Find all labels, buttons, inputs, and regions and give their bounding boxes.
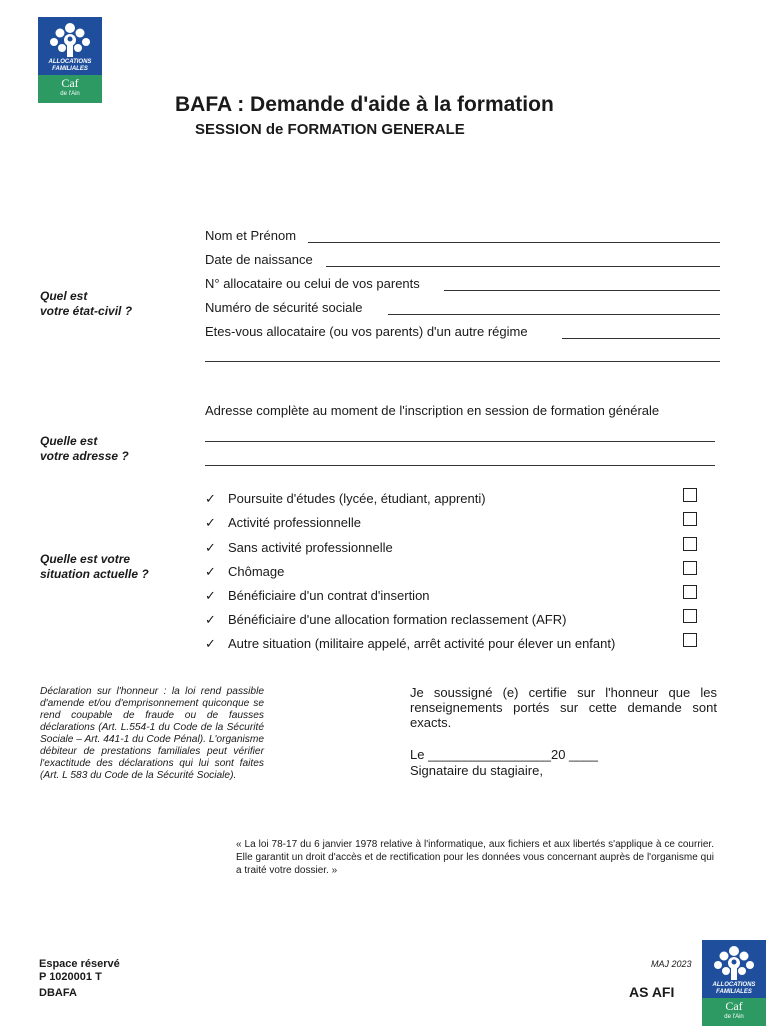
- adresse-question-line1: Quelle est: [40, 434, 98, 448]
- option-label: Sans activité professionnelle: [228, 540, 393, 555]
- adresse-field-line1[interactable]: [205, 441, 715, 442]
- maj-date: MAJ 2023: [651, 959, 692, 969]
- tree-icon: [38, 19, 102, 59]
- cnil-notice: « La loi 78-17 du 6 janvier 1978 relative à l'informatique, aux fichiers et aux libertés s'applique à ce courrier. Elle garantit un droit d'accès et de rectification pour les données vous concernant auprès de l'organisme qui a traité votre dossier. »: [236, 839, 714, 876]
- page-title: BAFA : Demande d'aide à la formation: [175, 93, 554, 116]
- situation-question-line2: situation actuelle ?: [40, 567, 149, 581]
- checkbox-chomage[interactable]: [683, 561, 697, 575]
- etat-civil-question: [40, 289, 132, 319]
- adresse-question: [40, 434, 129, 464]
- adresse-field-line2[interactable]: [205, 465, 715, 466]
- checkbox-autre-situation[interactable]: [683, 633, 697, 647]
- espace-reserve: [39, 958, 120, 984]
- espace-reserve-label: Espace réservé: [39, 958, 120, 970]
- logo-line2: FAMILIALES: [52, 66, 88, 72]
- signature-label: Signataire du stagiaire,: [410, 763, 543, 778]
- date-line: Le _________________20 ____: [410, 747, 598, 762]
- form-code: DBAFA: [39, 987, 77, 999]
- check-icon: ✓: [205, 515, 216, 530]
- option-sans-activite: [205, 540, 393, 556]
- option-afr: [205, 612, 566, 628]
- option-label: Bénéficiaire d'une allocation formation reclassement (AFR): [228, 612, 567, 627]
- check-icon: ✓: [205, 636, 216, 651]
- autre-regime-label: Etes-vous allocataire (ou vos parents) d'un autre régime: [205, 324, 528, 339]
- nom-prenom-label: Nom et Prénom: [205, 228, 297, 243]
- logo-line2: FAMILIALES: [716, 989, 752, 995]
- as-afi-label: AS AFI: [629, 984, 675, 1000]
- option-chomage: [205, 564, 284, 580]
- certification-text: Je soussigné (e) certifie sur l'honneur que les renseignements portés sur cette demande sont exacts.: [410, 685, 717, 730]
- option-label: Poursuite d'études (lycée, étudiant, apprenti): [228, 491, 486, 506]
- check-icon: ✓: [205, 564, 216, 579]
- option-label: Autre situation (militaire appelé, arrêt activité pour élever un enfant): [228, 636, 616, 651]
- option-autre-situation: [205, 636, 615, 652]
- option-label: Bénéficiaire d'un contrat d'insertion: [228, 588, 430, 603]
- check-icon: ✓: [205, 588, 216, 603]
- logo-region: de l'Ain: [724, 1014, 744, 1020]
- tree-icon: [702, 942, 766, 982]
- option-poursuite-etudes: [205, 491, 486, 507]
- securite-sociale-label: Numéro de sécurité sociale: [205, 300, 363, 315]
- logo-line1: ALLOCATIONS: [712, 982, 756, 988]
- situation-question-line1: Quelle est votre: [40, 552, 131, 566]
- declaration-honneur: Déclaration sur l'honneur : la loi rend passible d'amende et/ou d'emprisonnement quiconque se rend coupable de fraude ou de fausses déclarations (Art. L.554-1 du Code de la Sécurité Sociale – Art. 441-1 du Code Pénal). L'organisme débiteur de prestations familiales peut vérifier l'exactitude des déclarations qui lui sont faites (Art. L 583 du Code de la Sécurité Sociale).: [40, 686, 264, 781]
- reserve-code: P 1020001 T: [39, 971, 102, 983]
- option-label: Chômage: [228, 564, 285, 579]
- option-activite-professionnelle: [205, 515, 361, 531]
- logo-caf: Caf: [725, 999, 743, 1013]
- caf-logo: [38, 17, 102, 103]
- adresse-label: Adresse complète au moment de l'inscription en session de formation générale: [205, 403, 660, 418]
- logo-region: de l'Ain: [60, 91, 80, 97]
- securite-sociale-field[interactable]: [388, 314, 720, 315]
- date-naissance-field[interactable]: [326, 266, 720, 267]
- checkbox-sans-activite[interactable]: [683, 537, 697, 551]
- caf-logo-footer: [702, 940, 766, 1024]
- autre-regime-field-continued[interactable]: [205, 361, 720, 362]
- checkbox-afr[interactable]: [683, 609, 697, 623]
- numero-allocataire-field[interactable]: [444, 290, 720, 291]
- autre-regime-field[interactable]: [562, 338, 720, 339]
- situation-question: [40, 552, 149, 582]
- checkbox-activite-professionnelle[interactable]: [683, 512, 697, 526]
- etat-civil-question-line2: votre état-civil ?: [40, 304, 133, 318]
- numero-allocataire-label: N° allocataire ou celui de vos parents: [205, 276, 420, 291]
- check-icon: ✓: [205, 491, 216, 506]
- logo-line1: ALLOCATIONS: [48, 59, 92, 65]
- option-label: Activité professionnelle: [228, 515, 361, 530]
- logo-caf: Caf: [61, 76, 79, 90]
- etat-civil-question-line1: Quel est: [40, 289, 88, 303]
- check-icon: ✓: [205, 540, 216, 555]
- adresse-question-line2: votre adresse ?: [40, 449, 129, 463]
- check-icon: ✓: [205, 612, 216, 627]
- option-contrat-insertion: [205, 588, 430, 604]
- nom-prenom-field[interactable]: [308, 242, 720, 243]
- checkbox-contrat-insertion[interactable]: [683, 585, 697, 599]
- checkbox-poursuite-etudes[interactable]: [683, 488, 697, 502]
- page-subtitle: SESSION de FORMATION GENERALE: [195, 121, 465, 138]
- date-naissance-label: Date de naissance: [205, 252, 313, 267]
